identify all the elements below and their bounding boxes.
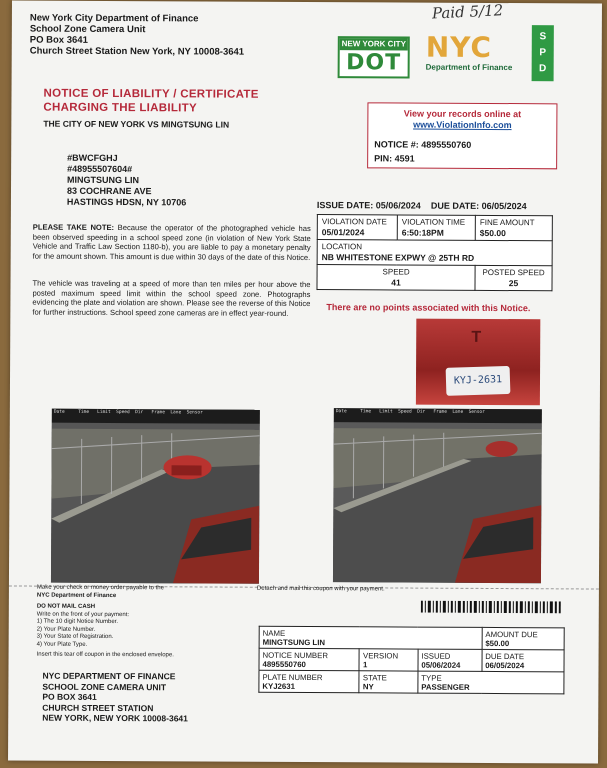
spd-logo bbox=[532, 25, 554, 81]
coupon-state-label: STATE bbox=[362, 672, 387, 682]
instruction-line: Write on the front of your payment: bbox=[36, 611, 130, 618]
fine-amount-label: FINE AMOUNT bbox=[479, 217, 535, 228]
violation-date-label: VIOLATION DATE bbox=[321, 217, 387, 227]
instruction-line: Insert this tear off coupon in the enclosed envelope. bbox=[36, 651, 174, 659]
mailing-line: SCHOOL ZONE CAMERA UNIT bbox=[42, 681, 167, 692]
handwritten-note: Paid 5/12 bbox=[431, 1, 504, 23]
coupon-notice-value: 4895550760 bbox=[262, 659, 306, 669]
issue-date: ISSUE DATE: 05/06/2024 bbox=[316, 200, 421, 211]
dot-logo-main: DOT bbox=[346, 50, 402, 76]
coupon-version-cell bbox=[359, 649, 418, 671]
nyc-dot-logo bbox=[338, 36, 410, 78]
violation-time-value: 6:50:18PM bbox=[401, 227, 444, 238]
posted-speed-value: 25 bbox=[508, 278, 519, 289]
coupon-type-label: TYPE bbox=[421, 673, 442, 683]
records-link[interactable]: www.ViolationInfo.com bbox=[413, 119, 512, 131]
note-paragraph bbox=[33, 223, 311, 262]
coupon-amount-cell bbox=[482, 627, 564, 649]
camera-photo-1 bbox=[51, 409, 260, 584]
note-lead: PLEASE TAKE NOTE: bbox=[32, 222, 115, 232]
violation-date-cell bbox=[317, 215, 397, 240]
coupon-issued-value: 05/06/2024 bbox=[421, 660, 461, 670]
camera-scene bbox=[333, 408, 542, 583]
coupon-state-value: NY bbox=[362, 681, 374, 691]
instruction-line: 3) Your State of Registration. bbox=[36, 633, 114, 641]
notice-title-line: NOTICE OF LIABILITY / CERTIFICATE bbox=[43, 87, 259, 101]
coupon-name-label: NAME bbox=[262, 628, 286, 638]
mailing-line: PO BOX 3641 bbox=[42, 691, 97, 702]
coupon-due-cell bbox=[482, 649, 564, 671]
violation-time-label: VIOLATION TIME bbox=[401, 217, 466, 227]
records-prompt: View your records online at bbox=[403, 108, 522, 120]
mailing-line: NYC DEPARTMENT OF FINANCE bbox=[42, 670, 176, 682]
sender-line: New York City Department of Finance bbox=[29, 12, 199, 25]
sender-line: PO Box 3641 bbox=[29, 34, 88, 46]
nyc-logo-main: NYC bbox=[425, 30, 493, 64]
coupon-name-value: MINGTSUNG LIN bbox=[262, 637, 326, 647]
mailing-line: NEW YORK, NEW YORK 10008-3641 bbox=[42, 712, 188, 724]
violation-date-value: 05/01/2024 bbox=[321, 227, 365, 238]
camera-scene bbox=[51, 409, 260, 584]
payment-instructions bbox=[37, 585, 175, 660]
coupon-plate-label: PLATE NUMBER bbox=[262, 672, 323, 682]
coupon-version-value: 1 bbox=[362, 659, 368, 669]
dates-line bbox=[317, 200, 527, 211]
mailing-address bbox=[42, 671, 188, 724]
spd-letter: D bbox=[538, 63, 547, 75]
coupon-amount-label: AMOUNT DUE bbox=[485, 629, 538, 639]
nyc-finance-logo bbox=[425, 30, 516, 79]
case-line: THE CITY OF NEW YORK VS MINGTSUNG LIN bbox=[43, 118, 230, 130]
notice-document bbox=[8, 0, 602, 763]
dot-logo-top: NEW YORK CITY bbox=[340, 38, 408, 50]
posted-speed-cell bbox=[475, 265, 552, 290]
coupon-issued-label: ISSUED bbox=[421, 651, 451, 661]
speed-cell bbox=[317, 265, 475, 291]
spd-letter: P bbox=[539, 47, 547, 59]
sender-line: Church Street Station New York, NY 10008-3641 bbox=[29, 45, 245, 58]
notice-title bbox=[43, 87, 258, 116]
recipient-line: #48955507604# bbox=[67, 163, 133, 175]
camera-header: Date Time Limit Speed Dir Frame Lane Sensor bbox=[334, 408, 542, 423]
plate-photo bbox=[416, 319, 540, 406]
recipient-line: 83 COCHRANE AVE bbox=[66, 185, 152, 197]
notice-title-line: CHARGING THE LIABILITY bbox=[43, 101, 198, 115]
violation-time-cell bbox=[397, 215, 475, 240]
sender-line: School Zone Camera Unit bbox=[29, 23, 146, 36]
notice-number: NOTICE #: 4895550760 bbox=[374, 139, 472, 150]
nyc-logo-sub: Department of Finance bbox=[425, 62, 513, 73]
barcode bbox=[421, 601, 561, 614]
spd-letter: S bbox=[539, 31, 547, 43]
car-emblem-icon: T bbox=[471, 328, 482, 346]
coupon-notice-cell bbox=[259, 648, 360, 671]
license-plate: KYJ-2631 bbox=[446, 366, 511, 396]
location-cell bbox=[317, 240, 552, 266]
coupon-version-label: VERSION bbox=[363, 650, 399, 660]
fine-amount-value: $50.00 bbox=[479, 227, 506, 239]
camera-photo-2 bbox=[333, 408, 542, 583]
speed-label: SPEED bbox=[382, 267, 410, 277]
no-points-notice: There are no points associated with this Notice. bbox=[326, 302, 531, 314]
coupon-due-label: DUE DATE bbox=[485, 651, 525, 661]
location-value: NB WHITESTONE EXPWY @ 25TH RD bbox=[321, 252, 475, 263]
coupon-issued-cell bbox=[418, 649, 482, 671]
recipient-line: HASTINGS HDSN, NY 10706 bbox=[66, 196, 187, 208]
coupon-due-value: 06/05/2024 bbox=[485, 660, 525, 670]
location-label: LOCATION bbox=[321, 242, 363, 252]
pin-number: PIN: 4591 bbox=[374, 153, 415, 164]
coupon-notice-label: NOTICE NUMBER bbox=[262, 650, 329, 660]
note-body: Because the operator of the photographed vehicle has been observed speeding in a school speed zone (in violation of New York State Vehicle and Traffic Law Section 1180-b), you are liable to pay a monetary penalty for the amount shown. This amount is due within 30 days of the date of this Notice. bbox=[32, 222, 311, 262]
due-date: DUE DATE: 06/05/2024 bbox=[430, 200, 527, 212]
detach-note: Detach and mail this coupon with your payment. bbox=[256, 585, 385, 593]
instruction-line: 4) Your Plate Type. bbox=[36, 641, 88, 648]
posted-speed-label: POSTED SPEED bbox=[482, 267, 545, 278]
coupon-plate-value: KYJ2631 bbox=[262, 681, 295, 691]
coupon-state-cell bbox=[359, 671, 418, 693]
recipient-line: MINGTSUNG LIN bbox=[67, 174, 140, 186]
camera-header: Date Time Limit Speed Dir Frame Lane Sensor bbox=[52, 409, 260, 424]
coupon-type-value: PASSENGER bbox=[421, 682, 470, 692]
speed-paragraph: The vehicle was traveling at a speed of more than ten miles per hour above the posted maximum speed limit within the school speed zone. Photographs evidencing the plate and violation are shown. Please see the reverse of this Notice for further instructions. School speed zone cameras are in effect year-round. bbox=[32, 278, 311, 318]
instruction-line: Make your check or money order payable to the bbox=[36, 584, 165, 592]
instruction-line: 1) The 10 digit Notice Number. bbox=[36, 618, 119, 626]
coupon-name-cell bbox=[259, 626, 482, 649]
instruction-line: 2) Your Plate Number. bbox=[36, 626, 96, 633]
records-box bbox=[367, 102, 557, 169]
fine-amount-cell bbox=[475, 215, 552, 240]
coupon-plate-cell bbox=[259, 670, 360, 693]
payment-coupon-table bbox=[258, 626, 564, 695]
instruction-line: NYC Department of Finance bbox=[36, 592, 117, 599]
violation-details-table bbox=[316, 214, 552, 291]
recipient-address bbox=[67, 153, 187, 209]
recipient-line: #BWCFGHJ bbox=[67, 152, 118, 164]
coupon-amount-value: $50.00 bbox=[485, 638, 510, 648]
instruction-line: DO NOT MAIL CASH bbox=[36, 603, 96, 610]
sender-address bbox=[30, 13, 245, 58]
coupon-type-cell bbox=[418, 671, 564, 694]
mailing-line: CHURCH STREET STATION bbox=[42, 702, 154, 713]
speed-value: 41 bbox=[391, 277, 401, 288]
